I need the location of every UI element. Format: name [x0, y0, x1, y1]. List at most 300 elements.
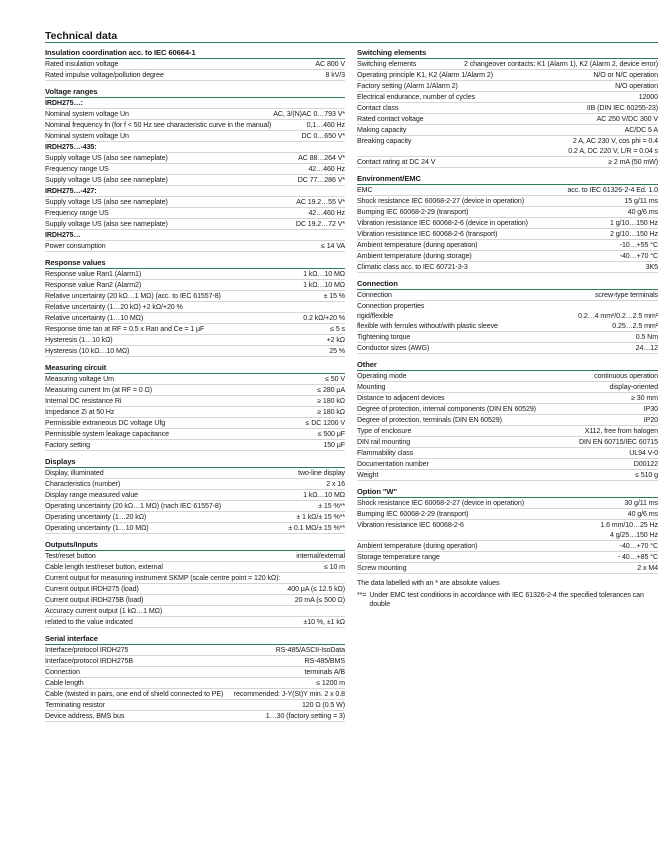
spec-label: Ambient temperature (during operation): [357, 240, 478, 249]
spec-value: ≥ 2 mA (50 mW): [608, 157, 658, 166]
spec-row: [45, 374, 345, 385]
spec-row: [357, 301, 658, 311]
spec-value: 4 g/25…150 Hz: [610, 530, 658, 539]
spec-row: [357, 218, 658, 229]
spec-row: [45, 551, 345, 562]
spec-value: ± 0.1 MΩ/± 15 %**: [288, 523, 345, 532]
spec-row: [357, 437, 658, 448]
spec-row: [357, 426, 658, 437]
spec-label: Hysteresis (1…10 kΩ): [45, 335, 113, 344]
spec-value: IP20: [643, 415, 658, 424]
section-heading: Option "W": [357, 485, 658, 498]
spec-label: Factory setting (Alarm 1/Alarm 2): [357, 81, 458, 90]
spec-label: Making capacity: [357, 125, 407, 134]
spec-label: Contact rating at DC 24 V: [357, 157, 436, 166]
spec-label: Rated impulse voltage/pollution degree: [45, 70, 164, 79]
spec-row: [357, 311, 658, 321]
spec-value: 2 g/10…150 Hz: [610, 229, 658, 238]
spec-row: [45, 468, 345, 479]
spec-row: [45, 120, 345, 131]
spec-label: Operating mode: [357, 371, 407, 380]
spec-label: Interface/protocol IRDH275B: [45, 656, 133, 665]
section-other: [357, 358, 658, 481]
spec-value: 0,1…460 Hz: [306, 120, 345, 129]
spec-value: 12000: [638, 92, 658, 101]
spec-label: Nominal system voltage Un: [45, 131, 129, 140]
spec-value: two-line display: [298, 468, 345, 477]
spec-label: Supply voltage US (also see nameplate): [45, 153, 168, 162]
spec-value: internal/external: [296, 551, 345, 560]
spec-row: [45, 291, 345, 302]
spec-row: [357, 563, 658, 574]
spec-label: Terminating resistor: [45, 700, 105, 709]
spec-label: Storage temperature range: [357, 552, 440, 561]
spec-value: AC, 3/(N)AC 0…793 V*: [273, 109, 345, 118]
spec-value: 20 mA (≤ 500 Ω): [294, 595, 345, 604]
spec-row: [357, 448, 658, 459]
spec-label: Factory setting: [45, 440, 91, 449]
spec-label: Interface/protocol IRDH275: [45, 645, 129, 654]
spec-value: D00122: [633, 459, 658, 468]
spec-value: AC 800 V: [315, 59, 345, 68]
spec-value: 40 g/6 ms: [627, 207, 658, 216]
spec-label: IRDH275…:: [45, 98, 83, 107]
spec-value: ±10 %, ±1 kΩ: [303, 617, 345, 626]
spec-label: Conductor sizes (AWG): [357, 343, 430, 352]
spec-row: [45, 153, 345, 164]
spec-row: [357, 196, 658, 207]
section-measuring-circuit: [45, 361, 345, 451]
spec-row: [45, 385, 345, 396]
footnotes: [357, 579, 658, 609]
spec-label: IRDH275…: [45, 230, 81, 239]
spec-value: ≤ 50 V: [325, 374, 345, 383]
spec-value: 3K5: [645, 262, 658, 271]
spec-row: [45, 164, 345, 175]
spec-label: Current output IRDH275 (load): [45, 584, 139, 593]
spec-label: Supply voltage US (also see nameplate): [45, 197, 168, 206]
spec-row: [357, 207, 658, 218]
spec-value: ≤ 14 VA: [321, 241, 345, 250]
spec-row: [357, 262, 658, 273]
section-heading: Insulation coordination acc. to IEC 60664-1: [45, 46, 345, 59]
spec-row: [45, 269, 345, 280]
spec-label: Hysteresis (10 kΩ…10 MΩ): [45, 346, 130, 355]
spec-row: [357, 371, 658, 382]
spec-label: Switching elements: [357, 59, 417, 68]
spec-value: 2 x M4: [637, 563, 658, 572]
spec-label: Permissible system leakage capacitance: [45, 429, 169, 438]
spec-label: Documentation number: [357, 459, 429, 468]
spec-value: 1 kΩ…10 MΩ: [303, 269, 345, 278]
spec-label: Bumping IEC 60068-2-29 (transport): [357, 509, 469, 518]
spec-label: DIN rail mounting: [357, 437, 411, 446]
spec-label: Measuring voltage Um: [45, 374, 114, 383]
spec-label: Screw mounting: [357, 563, 407, 572]
spec-value: -40…+70 °C: [619, 251, 658, 260]
spec-label: Climatic class acc. to IEC 60721-3-3: [357, 262, 468, 271]
spec-value: ≤ 1200 m: [316, 678, 345, 687]
spec-value: AC 88…264 V*: [298, 153, 345, 162]
spec-row: [45, 440, 345, 451]
spec-row: [45, 700, 345, 711]
spec-label: Power consumption: [45, 241, 106, 250]
spec-label: IRDH275…-427:: [45, 186, 97, 195]
spec-row: [45, 678, 345, 689]
spec-label: Display, illuminated: [45, 468, 104, 477]
spec-row: [45, 219, 345, 230]
spec-row: [357, 552, 658, 563]
spec-row: [45, 208, 345, 219]
spec-row: [45, 70, 345, 81]
section-outputs-inputs: [45, 538, 345, 628]
spec-value: 150 μF: [323, 440, 345, 449]
section-heading: Switching elements: [357, 46, 658, 59]
spec-label: Rated contact voltage: [357, 114, 424, 123]
spec-row: [45, 501, 345, 512]
spec-label: Nominal system voltage Un: [45, 109, 129, 118]
spec-row: [45, 490, 345, 501]
spec-value: 15 g/11 ms: [624, 196, 658, 205]
spec-value: ≤ DC 1200 V: [305, 418, 345, 427]
spec-row: [357, 157, 658, 168]
section-heading: Environment/EMC: [357, 172, 658, 185]
spec-label: Shock resistance IEC 60068-2-27 (device in operation): [357, 498, 525, 507]
section-serial-interface: [45, 632, 345, 722]
footnote-text: Under EMC test conditions in accordance with IEC 61326-2-4 the specified tolerances can double: [369, 591, 644, 608]
spec-row: [45, 479, 345, 490]
spec-value: 0.2 kΩ/+20 %: [303, 313, 345, 322]
spec-value: 25 %: [329, 346, 345, 355]
spec-label: Response value Ran2 (Alarm2): [45, 280, 142, 289]
spec-label: Current output for measuring instrument SKMP (scale centre point = 120 kΩ):: [45, 573, 281, 582]
spec-label: Supply voltage US (also see nameplate): [45, 175, 168, 184]
spec-label: Relative uncertainty (1…10 MΩ): [45, 313, 144, 322]
spec-value: 1 g/10…150 Hz: [610, 218, 658, 227]
spec-value: ≥ 180 kΩ: [317, 407, 345, 416]
spec-row: [45, 302, 345, 313]
spec-row: [45, 346, 345, 357]
spec-row: [357, 470, 658, 481]
spec-label: Tightening torque: [357, 332, 411, 341]
spec-row: [357, 251, 658, 262]
spec-label: Type of enclosure: [357, 426, 412, 435]
footnote-marker: **=: [357, 591, 367, 599]
spec-label: Response time tan at RF = 0.5 x Ran and Ce = 1 μF: [45, 324, 205, 333]
spec-label: Measuring current Im (at RF = 0 Ω): [45, 385, 152, 394]
spec-value: ≤ 5 s: [330, 324, 345, 333]
spec-label: Bumping IEC 60068-2-29 (transport): [357, 207, 469, 216]
spec-value: +2 kΩ: [326, 335, 345, 344]
spec-value: 40 g/6 ms: [627, 509, 658, 518]
spec-value: 30 g/11 ms: [624, 498, 658, 507]
spec-value: 0.25…2.5 mm²: [612, 321, 658, 330]
section-heading: Serial interface: [45, 632, 345, 645]
spec-label: Internal DC resistance Ri: [45, 396, 122, 405]
spec-value: 2 x 16: [326, 479, 345, 488]
spec-value: 42…460 Hz: [308, 164, 345, 173]
spec-row: [357, 509, 658, 520]
spec-label: Distance to adjacent devices: [357, 393, 445, 402]
spec-row: [45, 656, 345, 667]
spec-value: AC 19.2…55 V*: [296, 197, 345, 206]
spec-value: 42…460 Hz: [308, 208, 345, 217]
spec-value: ≤ 510 g: [635, 470, 658, 479]
section-displays: [45, 455, 345, 534]
footnote-text: The data labelled with an * are absolute values: [357, 579, 500, 587]
spec-value: N/O or N/C operation: [593, 70, 658, 79]
spec-label: Impedance Zi at 50 Hz: [45, 407, 115, 416]
section-heading: Displays: [45, 455, 345, 468]
spec-row: [357, 229, 658, 240]
spec-row: [45, 175, 345, 186]
spec-value: ≤ 500 μF: [317, 429, 345, 438]
section-connection: [357, 277, 658, 354]
spec-label: Vibration resistance IEC 60068-2-6 (device in operation): [357, 218, 528, 227]
spec-value: 8 kV/3: [325, 70, 345, 79]
spec-row: [45, 429, 345, 440]
spec-value: ± 15 %: [323, 291, 345, 300]
subheading-row: [45, 98, 345, 109]
spec-row: [45, 606, 345, 617]
spec-label: Device address, BMS bus: [45, 711, 125, 720]
spec-value: UL94 V-0: [629, 448, 658, 457]
spec-value: AC/DC 5 A: [624, 125, 658, 134]
subheading-row: [45, 230, 345, 241]
spec-row: [45, 313, 345, 324]
spec-row: [357, 404, 658, 415]
spec-value: 24…12: [635, 343, 658, 352]
spec-value: -10…+55 °C: [619, 240, 658, 249]
spec-label: Cable (twisted in pairs, one end of shield connected to PE): [45, 689, 224, 698]
spec-row: [45, 335, 345, 346]
spec-label: Ambient temperature (during storage): [357, 251, 472, 260]
section-heading: Response values: [45, 256, 345, 269]
spec-row: [45, 197, 345, 208]
spec-label: Display range measured value: [45, 490, 139, 499]
spec-label: flexible with ferrules without/with plastic sleeve: [357, 321, 498, 330]
title-rule: [45, 42, 658, 43]
spec-label: Connection: [45, 667, 80, 676]
section-voltage-ranges: [45, 85, 345, 252]
spec-label: Breaking capacity: [357, 136, 412, 145]
spec-label: Operating uncertainty (1…20 kΩ): [45, 512, 147, 521]
spec-row: [357, 459, 658, 470]
spec-label: Degree of protection, terminals (DIN EN 60529): [357, 415, 502, 424]
spec-label: Relative uncertainty (1…20 kΩ) +2 kΩ/+20 %: [45, 302, 183, 311]
spec-value: 400 μA (≤ 12.5 kΩ): [287, 584, 345, 593]
spec-row: [357, 541, 658, 552]
spec-value: DC 77…286 V*: [297, 175, 345, 184]
spec-row: [45, 711, 345, 722]
subheading-row: [45, 142, 345, 153]
spec-row: [357, 125, 658, 136]
spec-label: Connection: [357, 290, 392, 299]
spec-label: Characteristics (number): [45, 479, 121, 488]
spec-row: [45, 573, 345, 584]
spec-label: Operating principle K1, K2 (Alarm 1/Alarm 2): [357, 70, 493, 79]
spec-row: [357, 382, 658, 393]
spec-value: IIB (DIN IEC 60255-23): [586, 103, 658, 112]
spec-label: Shock resistance IEC 60068-2-27 (device in operation): [357, 196, 525, 205]
spec-label: Operating uncertainty (1…10 MΩ): [45, 523, 149, 532]
right-sections: [357, 46, 658, 574]
spec-label: EMC: [357, 185, 373, 194]
right-column: [357, 46, 658, 612]
spec-row: [357, 343, 658, 354]
spec-label: IRDH275…-435:: [45, 142, 97, 151]
spec-value: 1 kΩ…10 MΩ: [303, 280, 345, 289]
section-heading: Voltage ranges: [45, 85, 345, 98]
section-insulation-coordination-acc-to-iec-60664-1: [45, 46, 345, 81]
spec-row: [357, 321, 658, 332]
spec-value: 0.2 A, DC 220 V, L/R = 0.04 s: [568, 146, 658, 155]
spec-row: [357, 92, 658, 103]
spec-value: RS-485/ASCII-IsoData: [275, 645, 345, 654]
spec-row: [357, 185, 658, 196]
spec-row: [357, 146, 658, 157]
spec-label: Flammability class: [357, 448, 414, 457]
section-environment-emc: [357, 172, 658, 273]
spec-value: -40…+70 °C: [619, 541, 658, 550]
spec-row: [45, 562, 345, 573]
spec-label: Vibration resistance IEC 60068-2-6 (transport): [357, 229, 498, 238]
spec-row: [357, 70, 658, 81]
spec-row: [357, 114, 658, 125]
spec-label: Ambient temperature (during operation): [357, 541, 478, 550]
spec-value: ≤ 10 m: [323, 562, 345, 571]
spec-row: [45, 667, 345, 678]
spec-value: DC 0…650 V*: [301, 131, 345, 140]
page-title: Technical data: [45, 30, 118, 42]
spec-value: recommended: J-Y(St)Y min. 2 x 0.8: [233, 689, 345, 698]
spec-row: [45, 584, 345, 595]
section-heading: Outputs/Inputs: [45, 538, 345, 551]
section-response-values: [45, 256, 345, 357]
spec-label: Response value Ran1 (Alarm1): [45, 269, 142, 278]
spec-label: Supply voltage US (also see nameplate): [45, 219, 168, 228]
spec-row: [45, 131, 345, 142]
spec-value: screw-type terminals: [594, 290, 658, 299]
spec-value: terminals A/B: [304, 667, 345, 676]
spec-row: [357, 498, 658, 509]
spec-value: N/O operation: [615, 81, 658, 90]
spec-value: ± 15 %**: [318, 501, 345, 510]
spec-label: Current output IRDH275B (load): [45, 595, 144, 604]
spec-value: 120 Ω (0.5 W): [301, 700, 345, 709]
spec-value: AC 250 V/DC 300 V: [596, 114, 658, 123]
section-heading: Other: [357, 358, 658, 371]
spec-value: DIN EN 60715/IEC 60715: [578, 437, 658, 446]
spec-value: acc. to IEC 61326-2-4 Ed. 1.0: [567, 185, 658, 194]
section-heading: Measuring circuit: [45, 361, 345, 374]
spec-value: ≥ 30 mm: [631, 393, 658, 402]
spec-label: Nominal frequency fn (for f < 50 Hz see characteristic curve in the manual): [45, 120, 272, 129]
spec-label: Relative uncertainty (20 kΩ…1 MΩ) (acc. to IEC 61557-8): [45, 291, 221, 300]
spec-row: [45, 523, 345, 534]
spec-value: X112, free from halogen: [584, 426, 658, 435]
spec-value: ≤ 280 μA: [317, 385, 345, 394]
spec-row: [45, 689, 345, 700]
section-option-w: [357, 485, 658, 574]
spec-label: Weight: [357, 470, 379, 479]
spec-label: Rated insulation voltage: [45, 59, 119, 68]
spec-row: [45, 280, 345, 291]
spec-label: Accuracy current output (1 kΩ…1 MΩ): [45, 606, 163, 615]
spec-value: 1…30 (factory setting = 3): [265, 711, 345, 720]
spec-row: [45, 595, 345, 606]
spec-value: RS-485/BMS: [304, 656, 345, 665]
spec-value: ≥ 180 kΩ: [317, 396, 345, 405]
spec-label: Cable length: [45, 678, 84, 687]
spec-row: [45, 512, 345, 523]
spec-label: Test/reset button: [45, 551, 96, 560]
spec-label: Connection properties: [357, 301, 425, 310]
spec-row: [45, 324, 345, 335]
spec-row: [357, 393, 658, 404]
spec-row: [357, 240, 658, 251]
spec-row: [357, 520, 658, 530]
spec-row: [357, 81, 658, 92]
spec-row: [45, 407, 345, 418]
spec-row: [357, 290, 658, 301]
spec-value: 0.2…4 mm²/0.2…2.5 mm²: [578, 311, 658, 320]
left-column: [45, 46, 345, 724]
spec-value: continuous operation: [594, 371, 658, 380]
spec-label: Mounting: [357, 382, 386, 391]
spec-label: related to the value indicated: [45, 617, 133, 626]
spec-row: [357, 103, 658, 114]
footnote: [357, 591, 658, 609]
spec-label: Frequency range US: [45, 164, 109, 173]
spec-row: [45, 109, 345, 120]
section-heading: Connection: [357, 277, 658, 290]
spec-value: 0.5 Nm: [635, 332, 658, 341]
spec-label: Cable length test/reset button, external: [45, 562, 163, 571]
spec-row: [45, 59, 345, 70]
spec-value: DC 19.2…72 V*: [295, 219, 345, 228]
spec-row: [357, 332, 658, 343]
spec-value: 2 changeover contacts: K1 (Alarm 1), K2 (Alarm 2, device error): [464, 59, 658, 68]
spec-value: 1.6 mm/10…25 Hz: [600, 520, 658, 529]
subheading-row: [45, 186, 345, 197]
spec-value: IP30: [643, 404, 658, 413]
spec-row: [45, 396, 345, 407]
spec-label: rigid/flexible: [357, 311, 394, 320]
spec-label: Contact class: [357, 103, 399, 112]
spec-row: [45, 418, 345, 429]
spec-row: [45, 617, 345, 628]
spec-value: display-oriented: [609, 382, 658, 391]
spec-row: [357, 415, 658, 426]
spec-value: 1 kΩ…10 MΩ: [303, 490, 345, 499]
section-switching-elements: [357, 46, 658, 168]
spec-label: Operating uncertainty (20 kΩ…1 MΩ) (nach IEC 61557-8): [45, 501, 222, 510]
spec-label: Degree of protection, internal components (DIN EN 60529): [357, 404, 536, 413]
spec-row: [357, 530, 658, 541]
spec-label: Electrical endurance, number of cycles: [357, 92, 476, 101]
spec-row: [45, 645, 345, 656]
spec-value: - 40…+85 °C: [617, 552, 658, 561]
spec-value: ± 1 kΩ/± 15 %**: [296, 512, 345, 521]
footnote: [357, 579, 658, 588]
spec-label: Frequency range US: [45, 208, 109, 217]
spec-row: [357, 59, 658, 70]
spec-row: [45, 241, 345, 252]
spec-row: [357, 136, 658, 146]
spec-label: Vibration resistance IEC 60068-2-6: [357, 520, 464, 529]
spec-label: Permissible extraneous DC voltage Ufg: [45, 418, 166, 427]
